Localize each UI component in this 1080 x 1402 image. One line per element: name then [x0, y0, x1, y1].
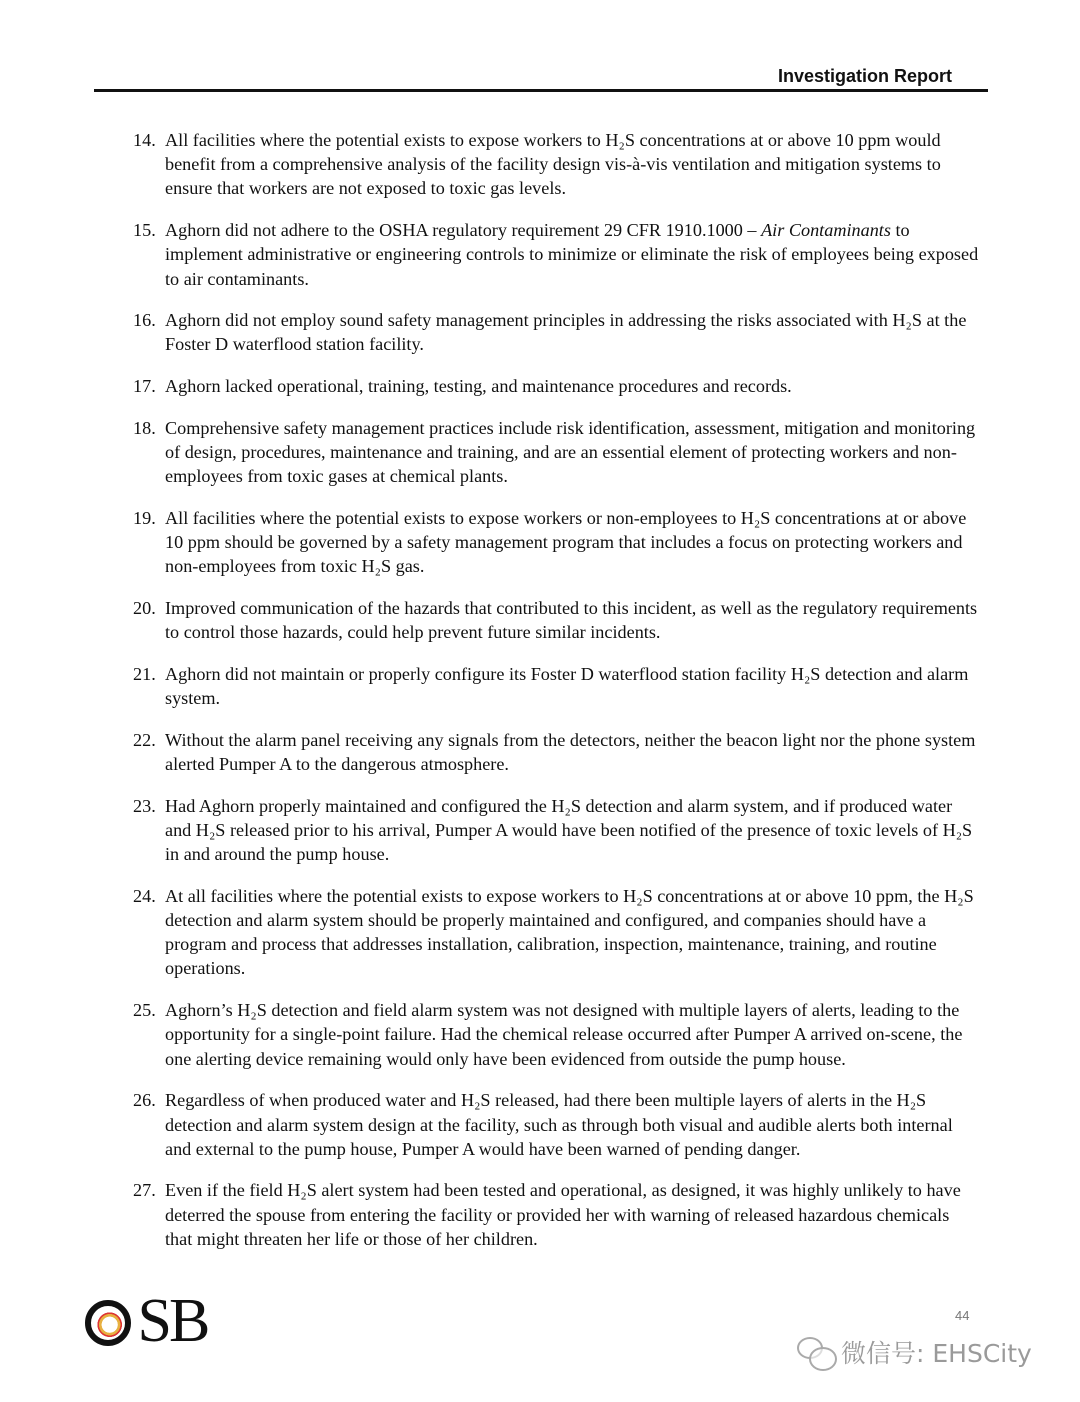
finding-item	[133, 794, 981, 867]
finding-text-part: to implement administrative or engineering controls to minimize or eliminate the risk of employees being exposed to air contaminants.	[165, 220, 979, 289]
finding-item	[133, 884, 981, 981]
finding-item	[133, 416, 981, 489]
finding-number: 22.	[133, 729, 156, 750]
header-title: Investigation Report	[778, 66, 953, 86]
watermark-text: 微信号: EHSCity	[841, 1339, 1032, 1368]
finding-number: 23.	[133, 795, 156, 816]
finding-number: 18.	[133, 417, 156, 438]
finding-text	[165, 218, 981, 291]
finding-number: 24.	[133, 885, 156, 906]
finding-text: Aghorn lacked operational, training, testing, and maintenance procedures and records.	[165, 376, 792, 397]
finding-item	[133, 506, 981, 579]
finding-text: Aghorn did not maintain or properly configure its Foster D waterflood station facility H₂S detection and alarm system.	[165, 663, 969, 709]
finding-text: Comprehensive safety management practices include risk identification, assessment, mitigation and monitoring of design, procedures, maintenance and training, and are an essential element of protecting workers and non-employees from toxic gases at chemical plants.	[165, 417, 976, 487]
page-number: 44	[955, 1308, 970, 1323]
finding-item	[133, 1088, 981, 1161]
finding-text: Improved communication of the hazards that contributed to this incident, as well as the regulatory requirements to control those hazards, could help prevent future similar incidents.	[165, 598, 978, 643]
finding-number: 25.	[133, 1000, 156, 1021]
finding-item	[133, 374, 981, 398]
finding-item	[133, 1178, 981, 1251]
finding-number: 27.	[133, 1180, 156, 1201]
finding-item	[133, 662, 981, 710]
finding-item	[133, 998, 981, 1071]
finding-text: All facilities where the potential exists to expose workers or non-employees to H₂S concentrations at or above 10 ppm should be governed by a safety management program that includes a focus on protecting workers and non-employees from toxic H₂S gas.	[165, 507, 967, 577]
finding-text: Even if the field H₂S alert system had been tested and operational, as designed, it was highly unlikely to have deterred the spouse from entering the facility or provided her with warning of released hazardous chemicals that might threaten her life or those of her children.	[165, 1180, 961, 1249]
finding-text: Aghorn’s H₂S detection and field alarm system was not designed with multiple layers of alerts, leading to the opportunity for a single-point failure. Had the chemical release occurred after Pumper A arrived on-scene, the one alerting device remaining would only have been evidenced from outside the pump house.	[165, 1000, 963, 1069]
finding-text: Without the alarm panel receiving any signals from the detectors, neither the beacon light nor the phone system alerted Pumper A to the dangerous atmosphere.	[165, 729, 976, 775]
wechat-icon	[795, 1335, 835, 1369]
findings-list	[133, 128, 981, 1269]
finding-number: 21.	[133, 663, 156, 684]
finding-item	[133, 728, 981, 776]
finding-text-part: Aghorn did not adhere to the OSHA regulatory requirement 29 CFR 1910.1000 –	[165, 220, 762, 241]
finding-number: 17.	[133, 376, 156, 397]
logo-letters: SB	[125, 1287, 208, 1355]
finding-text: At all facilities where the potential exists to expose workers to H₂S concentrations at or above 10 ppm, the H₂S detection and alarm system should be properly maintained and configured, and companies should have a program and process that addresses installation, calibration, inspection, maintenance, training, and routine operations.	[165, 885, 974, 979]
finding-text: All facilities where the potential exists to expose workers to H₂S concentrations at or above 10 ppm would benefit from a comprehensive analysis of the facility design vis-à-vis ventilation and mitigation systems to ensure that workers are not exposed to toxic gas levels.	[165, 130, 941, 199]
finding-number: 19.	[133, 507, 156, 528]
finding-number: 26.	[133, 1090, 156, 1111]
finding-item	[133, 128, 981, 201]
finding-text: Had Aghorn properly maintained and configured the H₂S detection and alarm system, and if produced water and H₂S released prior to his arrival, Pumper A would have been notified of the presence of toxic levels of H₂S in and around the pump house.	[165, 795, 973, 865]
finding-number: 20.	[133, 598, 156, 619]
finding-item	[133, 308, 981, 356]
regulation-title: Air Contaminants	[761, 220, 891, 241]
finding-text: Regardless of when produced water and H₂S released, had there been multiple layers of alerts in the H₂S detection and alarm system design at the facility, such as through both visual and audible alerts both internal and external to the pump house, Pumper A would have been warned of pending danger.	[165, 1090, 953, 1159]
finding-text: Aghorn did not employ sound safety management principles in addressing the risks associated with H₂S at the Foster D waterflood station facility.	[165, 310, 967, 355]
finding-number: 16.	[133, 310, 156, 331]
finding-item	[133, 218, 981, 291]
watermark	[795, 1334, 1032, 1370]
finding-number: 15.	[133, 220, 156, 241]
header-rule	[94, 89, 988, 92]
finding-item	[133, 596, 981, 644]
csb-logo	[85, 1287, 210, 1355]
finding-number: 14.	[133, 130, 156, 150]
